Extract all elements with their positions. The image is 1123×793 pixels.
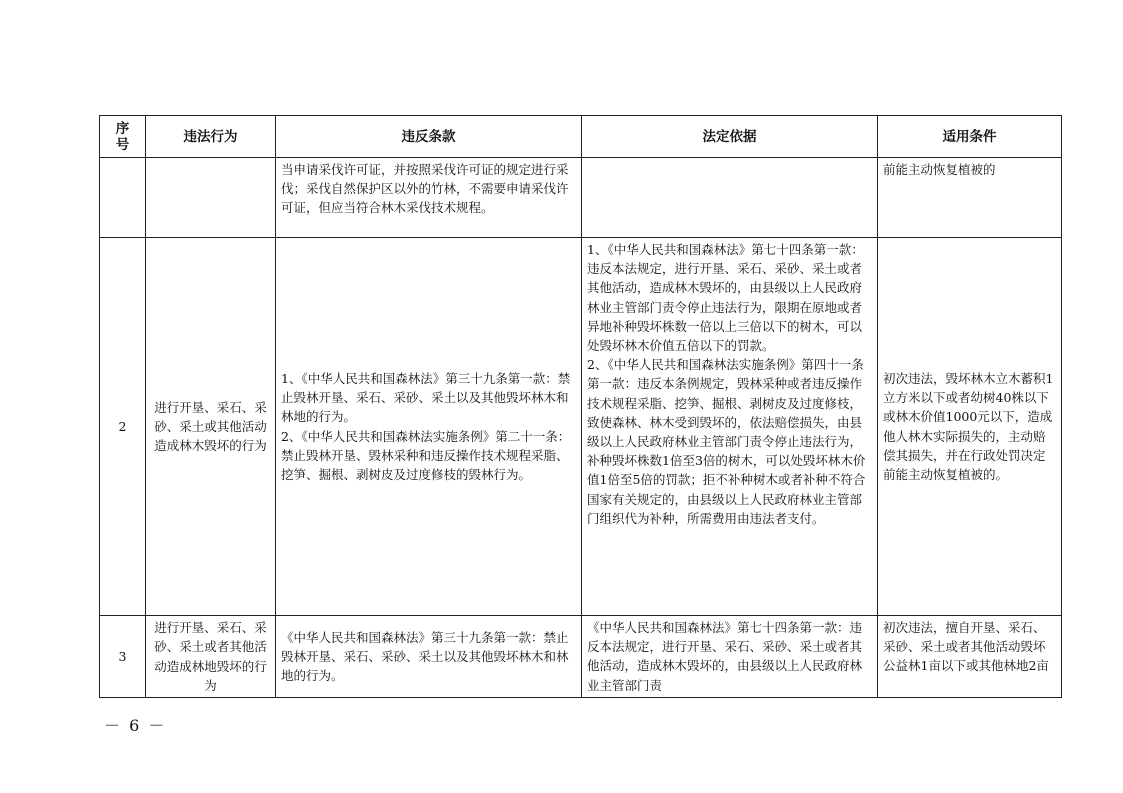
row-index: 2 (100, 238, 146, 616)
row-violation (146, 158, 276, 238)
header-index: 序 号 (100, 116, 146, 158)
table-row (100, 158, 1062, 238)
row-basis (582, 158, 878, 238)
row-basis: 1、《中华人民共和国森林法》第七十四条第一款：违反本法规定，进行开垦、采石、采砂、采土或者其他活动，造成林木毁坏的，由县级以上人民政府林业主管部门责令停止违法行为，限期在原地或者异地补种毁坏株数一倍以上三倍以下的树木，可以处毁坏林木价值五倍以下的罚款。 2、《中华人民共和国森林法实施条例》第四十一条第一款：违反本条例规定，毁林采种或者违反操作技术规程采脂、挖笋、掘根、剥树皮及过度修枝，致使森林、林木受到毁坏的，依法赔偿损失，由县级以上人民政府林业主管部门责令停止违法行为，补种毁坏株数1倍至3倍的树木，可以处毁坏林木价值1倍至5倍的罚款；拒不补种树木或者补种不符合国家有关规定的，由县级以上人民政府林业主管部门组织代为补种，所需费用由违法者支付。 (582, 238, 878, 616)
header-condition: 适用条件 (878, 116, 1062, 158)
header-legal-basis: 法定依据 (582, 116, 878, 158)
row-clause: 《中华人民共和国森林法》第三十九条第一款：禁止毁林开垦、采石、采砂、采土以及其他毁坏林木和林地的行为。 (276, 616, 582, 698)
page-number: － 6 － (104, 716, 167, 735)
header-violation: 违法行为 (146, 116, 276, 158)
row-condition: 初次违法，擅自开垦、采石、采砂、采土或者其他活动毁坏公益林1亩以下或其他林地2亩 (878, 616, 1062, 698)
row-basis: 《中华人民共和国森林法》第七十四条第一款：违反本法规定，进行开垦、采石、采砂、采土或者其他活动，造成林木毁坏的，由县级以上人民政府林业主管部门责 (582, 616, 878, 698)
row-condition: 初次违法，毁坏林木立木蓄积1立方米以下或者幼树40株以下或林木价值1000元以下，造成他人林木实际损失的，主动赔偿其损失，并在行政处罚决定前能主动恢复植被的。 (878, 238, 1062, 616)
row-index (100, 158, 146, 238)
row-violation: 进行开垦、采石、采砂、采土或者其他活动造成林地毁坏的行为 (146, 616, 276, 698)
table-row (100, 238, 1062, 616)
row-condition: 前能主动恢复植被的 (878, 158, 1062, 238)
row-violation: 进行开垦、采石、采砂、采土或其他活动造成林木毁坏的行为 (146, 238, 276, 616)
header-violated-clause: 违反条款 (276, 116, 582, 158)
row-clause: 当申请采伐许可证，并按照采伐许可证的规定进行采伐；采伐自然保护区以外的竹林，不需要申请采伐许可证，但应当符合林木采伐技术规程。 (276, 158, 582, 238)
table-header-row (100, 116, 1062, 158)
table-row (100, 616, 1062, 698)
regulation-table (99, 115, 1062, 698)
row-index: 3 (100, 616, 146, 698)
row-clause: 1、《中华人民共和国森林法》第三十九条第一款：禁止毁林开垦、采石、采砂、采土以及其他毁坏林木和林地的行为。 2、《中华人民共和国森林法实施条例》第二十一条：禁止毁林开垦、毁林采种和违反操作技术规程采脂、挖笋、掘根、剥树皮及过度修枝的毁林行为。 (276, 238, 582, 616)
